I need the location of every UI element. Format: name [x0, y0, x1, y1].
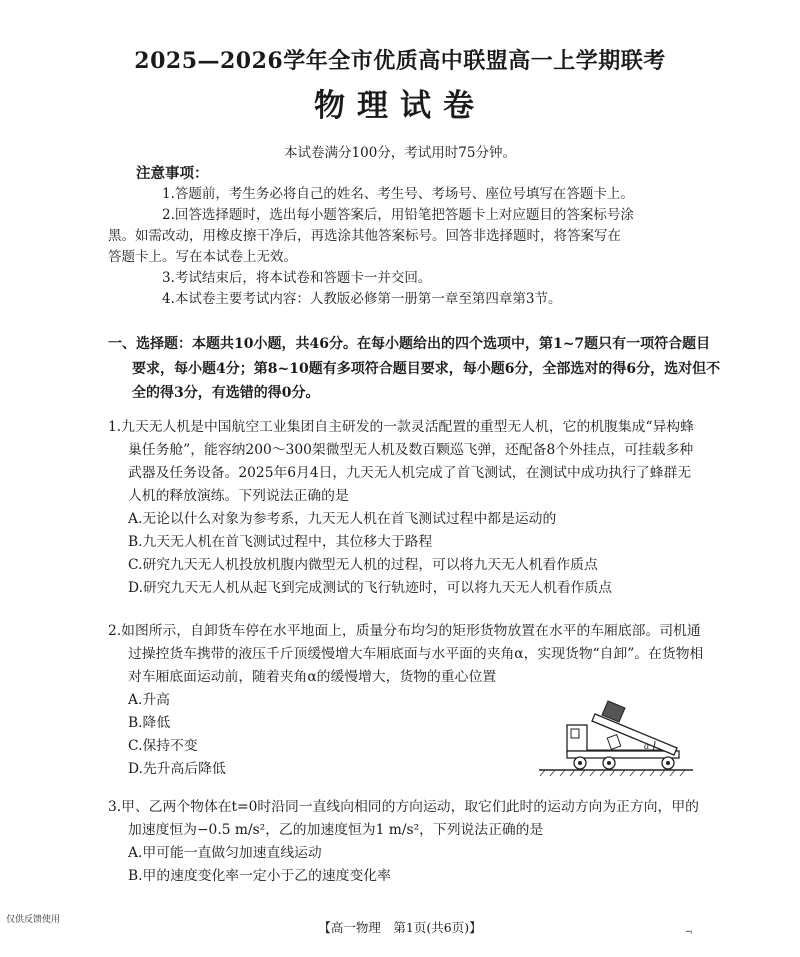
exam-title: 2025—2026学年全市优质高中联盟高一上学期联考: [134, 48, 666, 74]
option-b: B.降低: [128, 715, 171, 731]
question-1: [108, 416, 704, 600]
question-stem: 2.如图所示，自卸货车停在水平地面上，质量分布均匀的矩形货物放置在水平的车厢底部。司机通过操控货车携带的液压千斤顶缓慢增大车厢底面与水平面的夹角α，实现货物“自卸”。在货物相对车厢底面运动前，随着夹角α的缓慢增大，货物的重心位置: [108, 623, 704, 685]
option-b: B.九天无人机在首飞测试过程中，其位移大于路程: [128, 534, 433, 550]
option-a: A.升高: [128, 692, 170, 708]
subject-title: 物理试卷: [314, 88, 486, 124]
exam-intro: 本试卷满分100分，考试用时75分钟。: [284, 145, 516, 161]
page-footer: 【高一物理 第1页(共6页)】: [318, 920, 482, 935]
cab-window: [571, 729, 579, 738]
notes-heading: 注意事项：: [136, 165, 209, 182]
option-c: C.研究九天无人机投放机腹内微型无人机的过程，可以将九天无人机看作质点: [128, 557, 598, 573]
corner-mark: ¬: [685, 928, 693, 938]
option-a: A.无论以什么对象为参考系，九天无人机在首飞测试过程中都是运动的: [128, 511, 557, 527]
question-3: [108, 796, 704, 888]
note-item-3: 3.考试结束后，将本试卷和答题卡一并交回。: [162, 270, 432, 286]
option-c: C.保持不变: [128, 738, 198, 754]
section-heading: 一、选择题：本题共10小题，共46分。在每小题给出的四个选项中，第1~7题只有一项符合题目要求，每小题4分；第8~10题有多项符合题目要求，每小题6分，全部选对的得6分，选对但不全的得3分，有选错的得0分。: [108, 336, 721, 401]
question-stem: 1.九天无人机是中国航空工业集团自主研发的一款灵活配置的重型无人机，它的机腹集成“异构蜂巢任务舱”，能容纳200～300架微型无人机及数百颗巡飞弹，还配备8个外挂点，可挂载多种武器及任务设备。2025年6月4日，九天无人机完成了首飞测试，在测试中成功执行了蜂群无人机的释放演练。下列说法正确的是: [108, 419, 694, 504]
option-d: D.研究九天无人机从起飞到完成测试的飞行轨迹时，可以将九天无人机看作质点: [128, 580, 613, 596]
notes-block: [108, 163, 688, 310]
note-item-1: 1.答题前，考生务必将自己的姓名、考生号、考场号、座位号填写在答题卡上。: [162, 186, 634, 202]
angle-label: α: [644, 741, 650, 752]
option-b: B.甲的速度变化率一定小于乙的速度变化率: [128, 868, 391, 884]
note-item-2c: 答题卡上。写在本试卷上无效。: [108, 249, 297, 265]
hydraulic-jack: [607, 735, 621, 750]
note-item-2b: 黑。如需改动，用橡皮擦干净后，再选涂其他答案标号。回答非选择题时，将答案写在: [108, 228, 621, 244]
truck-bed: [592, 714, 677, 755]
question-stem: 3.甲、乙两个物体在t=0时沿同一直线向相同的方向运动，取它们此时的运动方向为正方向，甲的加速度恒为−0.5 m/s²，乙的加速度恒为1 m/s²，下列说法正确的是: [108, 799, 699, 838]
note-item-4: 4.本试卷主要考试内容：人教版必修第一册第一章至第四章第3节。: [162, 291, 562, 307]
option-a: A.甲可能一直做匀加速直线运动: [128, 845, 322, 861]
note-item-2a: 2.回答选择题时，选出每小题答案后，用铅笔把答题卡上对应题目的答案标号涂: [162, 207, 634, 223]
ground-hatch: [540, 770, 685, 776]
truck-chassis: [567, 751, 679, 758]
option-d: D.先升高后降低: [128, 761, 226, 777]
dump-truck-figure: [537, 698, 695, 778]
side-mark: 仅供反馈使用: [6, 915, 61, 925]
